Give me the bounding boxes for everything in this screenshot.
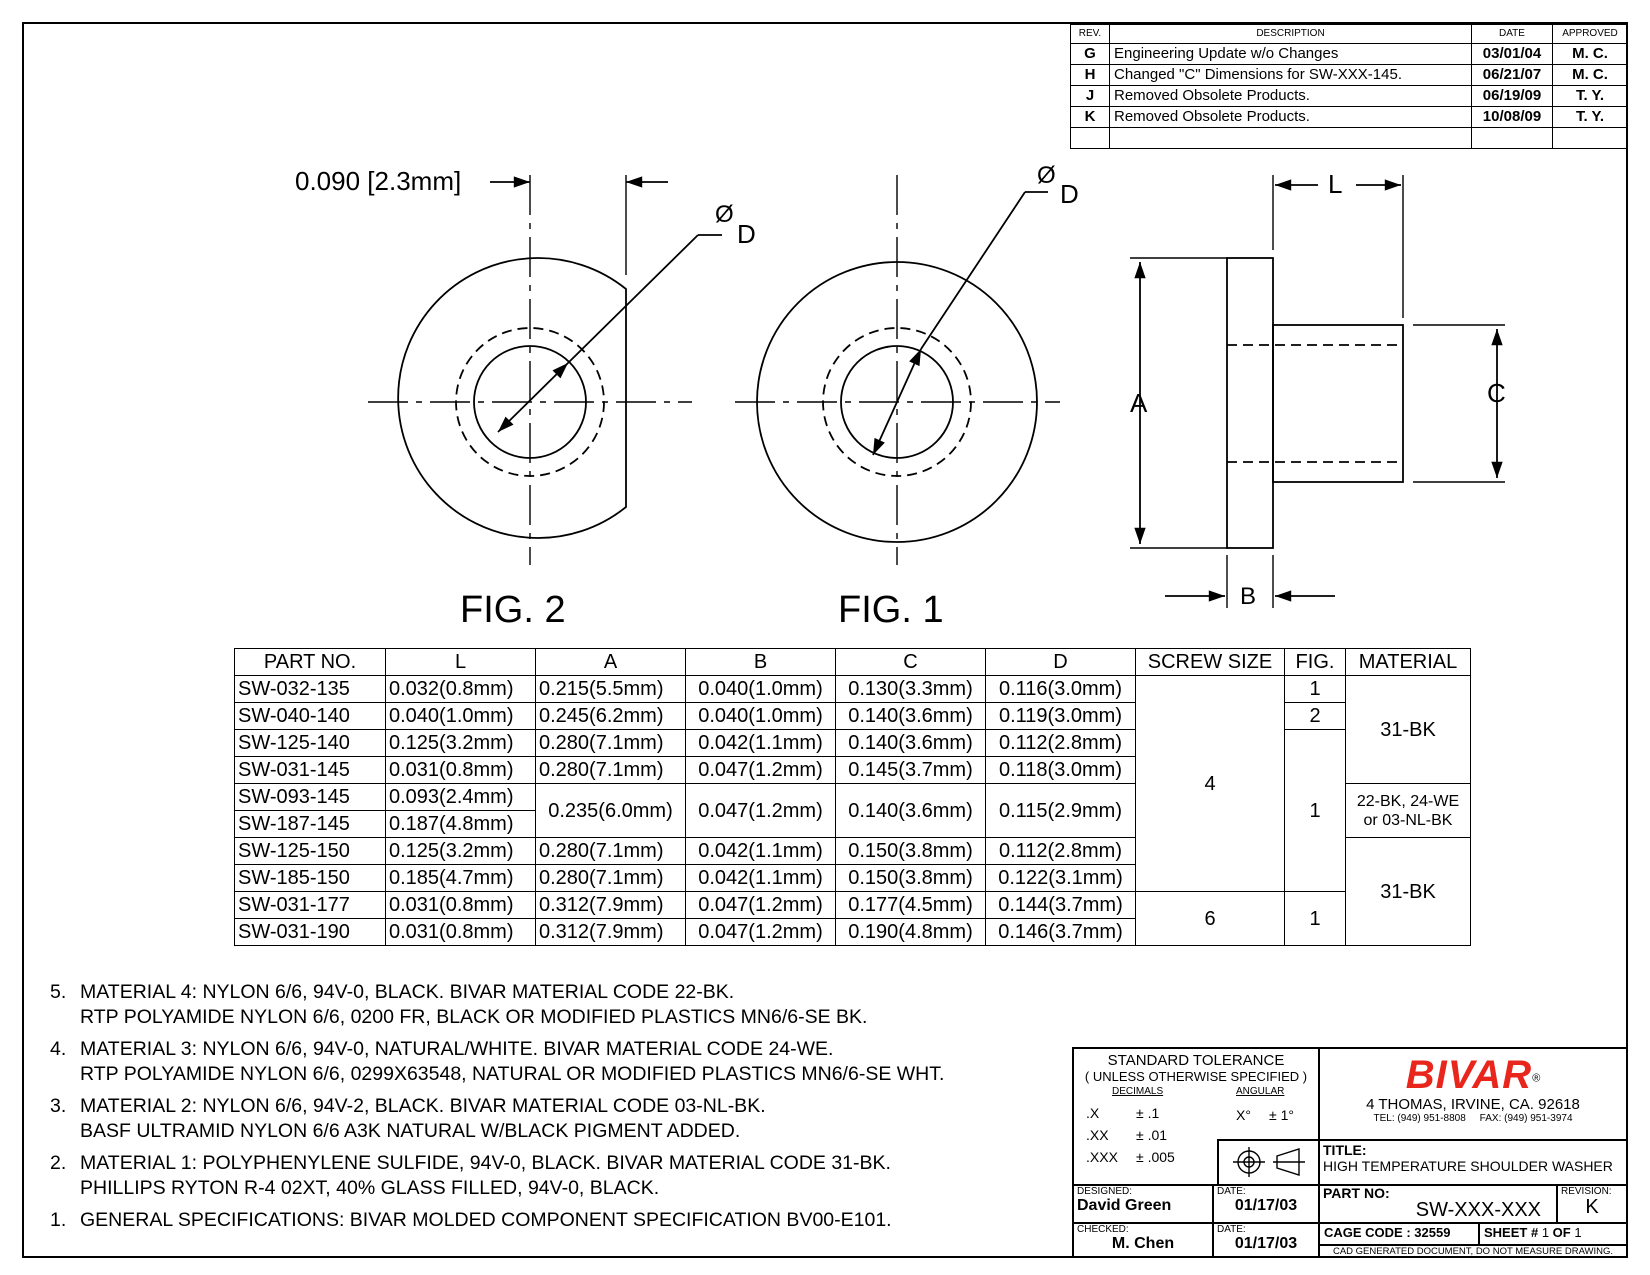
title-box bbox=[1320, 1139, 1626, 1184]
dim-d: 0.119(3.0mm) bbox=[986, 703, 1136, 730]
rev-description: Changed "C" Dimensions for SW-XXX-145. bbox=[1110, 65, 1472, 86]
dim-a: 0.280(7.1mm) bbox=[536, 730, 686, 757]
approved-header: APPROVED bbox=[1553, 25, 1628, 44]
rev-letter: K bbox=[1071, 107, 1110, 128]
note-line: MATERIAL 3: NYLON 6/6, 94V-0, NATURAL/WHITE. BIVAR MATERIAL CODE 24-WE. bbox=[80, 1038, 834, 1060]
rev-approved: T. Y. bbox=[1553, 107, 1628, 128]
checked-label: CHECKED: bbox=[1077, 1224, 1129, 1235]
note-number: 3. bbox=[50, 1095, 67, 1117]
rev-approved: T. Y. bbox=[1553, 86, 1628, 107]
sheet-value: 1 bbox=[1541, 1225, 1550, 1240]
dim-b-label: B bbox=[1240, 583, 1257, 610]
dim-a-label: A bbox=[1130, 388, 1148, 418]
fig-number: 2 bbox=[1285, 703, 1346, 730]
fig1-label: FIG. 1 bbox=[838, 589, 944, 631]
checked-date: 01/17/03 bbox=[1234, 1235, 1298, 1252]
header-material: MATERIAL bbox=[1346, 649, 1471, 676]
material-multi-line2: or 03-NL-BK bbox=[1363, 811, 1453, 829]
company-fax: FAX: (949) 951-3974 bbox=[1479, 1113, 1573, 1124]
fig-number: 1 bbox=[1285, 730, 1346, 892]
header-screw-size: SCREW SIZE bbox=[1136, 649, 1285, 676]
projection-symbol bbox=[1217, 1139, 1320, 1184]
tol-x-value: ± .1 bbox=[1136, 1105, 1160, 1121]
dim-l: 0.031(0.8mm) bbox=[386, 919, 536, 946]
designed-value: David Green bbox=[1077, 1197, 1172, 1214]
dim-l: 0.125(3.2mm) bbox=[386, 730, 536, 757]
dim-l: 0.031(0.8mm) bbox=[386, 757, 536, 784]
cad-note: CAD GENERATED DOCUMENT, DO NOT MEASURE DRAWING. bbox=[1320, 1244, 1626, 1258]
tol-xxx-value: ± .005 bbox=[1136, 1149, 1175, 1165]
company-box bbox=[1320, 1049, 1626, 1139]
tol-xx: .XX bbox=[1086, 1127, 1109, 1143]
header-part-no: PART NO. bbox=[235, 649, 386, 676]
cage-code-box bbox=[1320, 1222, 1480, 1244]
dim-l: 0.125(3.2mm) bbox=[386, 838, 536, 865]
note-number: 2. bbox=[50, 1152, 67, 1174]
title-value: HIGH TEMPERATURE SHOULDER WASHER bbox=[1323, 1158, 1613, 1174]
note-item bbox=[50, 1151, 944, 1201]
tolerance-box bbox=[1074, 1049, 1320, 1184]
part-no-box bbox=[1320, 1184, 1558, 1222]
dim-d: 0.116(3.0mm) bbox=[986, 676, 1136, 703]
dim-c: 0.190(4.8mm) bbox=[836, 919, 986, 946]
screw-size-4: 4 bbox=[1136, 676, 1285, 892]
note-line: PHILLIPS RYTON R-4 02XT, 40% GLASS FILLED, 94V-0, BLACK. bbox=[80, 1177, 660, 1199]
header-fig: FIG. bbox=[1285, 649, 1346, 676]
dim-d: 0.118(3.0mm) bbox=[986, 757, 1136, 784]
dim-a: 0.215(5.5mm) bbox=[536, 676, 686, 703]
material-multi-line1: 22-BK, 24-WE bbox=[1356, 792, 1460, 810]
rev-approved: M. C. bbox=[1553, 44, 1628, 65]
note-line: RTP POLYAMIDE NYLON 6/6, 0299X63548, NATURAL OR MODIFIED PLASTICS MN6/6-SE WHT. bbox=[80, 1063, 945, 1085]
rev-date: 06/19/09 bbox=[1472, 86, 1553, 107]
dia-symbol-fig2: Ø bbox=[715, 201, 734, 228]
parts-header-row bbox=[235, 649, 1471, 676]
company-tel: TEL: (949) 951-8808 bbox=[1373, 1113, 1466, 1124]
dim-l: 0.187(4.8mm) bbox=[386, 811, 536, 838]
bivar-logo: BIVAR bbox=[1405, 1053, 1533, 1097]
dim-l: 0.185(4.7mm) bbox=[386, 865, 536, 892]
material-multi bbox=[1346, 784, 1471, 838]
dim-c: 0.177(4.5mm) bbox=[836, 892, 986, 919]
tolerance-title: STANDARD TOLERANCE bbox=[1107, 1052, 1285, 1069]
rev-description: Engineering Update w/o Changes bbox=[1110, 44, 1472, 65]
dim-c: 0.140(3.6mm) bbox=[836, 730, 986, 757]
part-number: SW-040-140 bbox=[235, 703, 386, 730]
dim-c: 0.150(3.8mm) bbox=[836, 838, 986, 865]
checked-box bbox=[1074, 1222, 1214, 1258]
dim-b: 0.047(1.2mm) bbox=[686, 892, 836, 919]
dim-d: 0.122(3.1mm) bbox=[986, 865, 1136, 892]
material-31bk: 31-BK bbox=[1346, 838, 1471, 946]
note-line: GENERAL SPECIFICATIONS: BIVAR MOLDED COMPONENT SPECIFICATION BV00-E101. bbox=[80, 1209, 892, 1231]
header-c: C bbox=[836, 649, 986, 676]
header-l: L bbox=[386, 649, 536, 676]
revision-label: REVISION: bbox=[1561, 1186, 1612, 1197]
fig-number: 1 bbox=[1285, 892, 1346, 946]
revision-value: K bbox=[1585, 1196, 1599, 1218]
dim-a: 0.280(7.1mm) bbox=[536, 838, 686, 865]
dim-d-fig2: D bbox=[737, 219, 756, 249]
dim-b: 0.042(1.1mm) bbox=[686, 838, 836, 865]
dim-b: 0.047(1.2mm) bbox=[686, 784, 836, 838]
part-number: SW-031-145 bbox=[235, 757, 386, 784]
part-number: SW-185-150 bbox=[235, 865, 386, 892]
part-number: SW-093-145 bbox=[235, 784, 386, 811]
tol-x: .X bbox=[1086, 1105, 1100, 1121]
dim-d: 0.112(2.8mm) bbox=[986, 838, 1136, 865]
dim-a: 0.312(7.9mm) bbox=[536, 892, 686, 919]
screw-size-6: 6 bbox=[1136, 892, 1285, 946]
fig1-drawing bbox=[735, 175, 1060, 565]
part-number: SW-125-140 bbox=[235, 730, 386, 757]
description-header: DESCRIPTION bbox=[1110, 25, 1472, 44]
dim-d: 0.146(3.7mm) bbox=[986, 919, 1136, 946]
note-item bbox=[50, 1094, 944, 1144]
note-line: BASF ULTRAMID NYLON 6/6 A3K NATURAL W/BLACK PIGMENT ADDED. bbox=[80, 1120, 741, 1142]
dim-b: 0.040(1.0mm) bbox=[686, 676, 836, 703]
sheet-label: SHEET # bbox=[1484, 1225, 1539, 1240]
note-line: RTP POLYAMIDE NYLON 6/6, 0200 FR, BLACK OR MODIFIED PLASTICS MN6/6-SE BK. bbox=[80, 1006, 868, 1028]
sheet-total: 1 bbox=[1574, 1225, 1582, 1240]
dim-l: 0.031(0.8mm) bbox=[386, 892, 536, 919]
part-no-value: SW-XXX-XXX bbox=[1415, 1199, 1541, 1221]
rev-letter: H bbox=[1071, 65, 1110, 86]
cage-code-label: CAGE CODE : bbox=[1324, 1225, 1411, 1240]
part-number: SW-031-177 bbox=[235, 892, 386, 919]
designed-box bbox=[1074, 1184, 1214, 1222]
checked-value: M. Chen bbox=[1111, 1235, 1175, 1252]
dim-d-fig1: D bbox=[1060, 179, 1079, 209]
note-number: 5. bbox=[50, 981, 67, 1003]
dim-b: 0.047(1.2mm) bbox=[686, 919, 836, 946]
rev-date: 06/21/07 bbox=[1472, 65, 1553, 86]
parts-table bbox=[234, 648, 1471, 946]
rev-description: Removed Obsolete Products. bbox=[1110, 86, 1472, 107]
decimals-label: DECIMALS bbox=[1112, 1086, 1164, 1097]
part-number: SW-032-135 bbox=[235, 676, 386, 703]
note-item bbox=[50, 1208, 944, 1233]
note-number: 4. bbox=[50, 1038, 67, 1060]
sheet-of: OF bbox=[1552, 1225, 1571, 1240]
dim-c-label: C bbox=[1487, 378, 1506, 408]
revision-box bbox=[1558, 1184, 1626, 1222]
date-header: DATE bbox=[1472, 25, 1553, 44]
header-b: B bbox=[686, 649, 836, 676]
rev-approved: M. C. bbox=[1553, 65, 1628, 86]
parts-row bbox=[235, 892, 1471, 919]
checked-date-box bbox=[1214, 1222, 1320, 1258]
dim-a: 0.280(7.1mm) bbox=[536, 865, 686, 892]
dim-b: 0.042(1.1mm) bbox=[686, 865, 836, 892]
tol-xxx: .XXX bbox=[1086, 1149, 1118, 1165]
note-item bbox=[50, 980, 944, 1030]
note-line: MATERIAL 2: NYLON 6/6, 94V-2, BLACK. BIVAR MATERIAL CODE 03-NL-BK. bbox=[80, 1095, 766, 1117]
ang-x: X° bbox=[1236, 1107, 1251, 1123]
date-label: DATE: bbox=[1217, 1186, 1246, 1197]
dim-l: 0.040(1.0mm) bbox=[386, 703, 536, 730]
dim-l: 0.032(0.8mm) bbox=[386, 676, 536, 703]
sheet-box bbox=[1480, 1222, 1626, 1244]
header-d: D bbox=[986, 649, 1136, 676]
fig-number: 1 bbox=[1285, 676, 1346, 703]
tol-xx-value: ± .01 bbox=[1136, 1127, 1168, 1143]
title-label: TITLE: bbox=[1323, 1142, 1367, 1158]
dim-d: 0.144(3.7mm) bbox=[986, 892, 1136, 919]
tolerance-subtitle: ( UNLESS OTHERWISE SPECIFIED ) bbox=[1084, 1069, 1308, 1084]
dia-symbol-fig1: Ø bbox=[1037, 162, 1056, 189]
dim-c: 0.145(3.7mm) bbox=[836, 757, 986, 784]
registered-mark: ® bbox=[1532, 1072, 1541, 1085]
rev-letter: G bbox=[1071, 44, 1110, 65]
ang-value: ± 1° bbox=[1269, 1107, 1294, 1123]
date-label: DATE: bbox=[1217, 1224, 1246, 1235]
part-number: SW-125-150 bbox=[235, 838, 386, 865]
rev-description: Removed Obsolete Products. bbox=[1110, 107, 1472, 128]
title-block bbox=[1072, 1047, 1628, 1258]
dim-a: 0.245(6.2mm) bbox=[536, 703, 686, 730]
part-no-label: PART NO: bbox=[1323, 1185, 1390, 1201]
note-line: MATERIAL 4: NYLON 6/6, 94V-0, BLACK. BIVAR MATERIAL CODE 22-BK. bbox=[80, 981, 735, 1003]
fig2-drawing bbox=[368, 175, 722, 565]
note-line: MATERIAL 1: POLYPHENYLENE SULFIDE, 94V-0, BLACK. BIVAR MATERIAL CODE 31-BK. bbox=[80, 1152, 891, 1174]
parts-row bbox=[235, 703, 1471, 730]
designed-label: DESIGNED: bbox=[1077, 1186, 1133, 1197]
dim-d: 0.112(2.8mm) bbox=[986, 730, 1136, 757]
dim-l: 0.093(2.4mm) bbox=[386, 784, 536, 811]
designed-date-box bbox=[1214, 1184, 1320, 1222]
dim-l-label: L bbox=[1328, 169, 1343, 199]
third-angle-projection-icon bbox=[1219, 1141, 1319, 1183]
note-item bbox=[50, 1037, 944, 1087]
notes-list bbox=[50, 980, 944, 1240]
company-address: 4 THOMAS, IRVINE, CA. 92618 bbox=[1366, 1096, 1580, 1113]
angular-label: ANGULAR bbox=[1236, 1086, 1285, 1097]
company-phone-line bbox=[1320, 1113, 1626, 1124]
part-number: SW-187-145 bbox=[235, 811, 386, 838]
parts-row bbox=[235, 730, 1471, 757]
dim-b: 0.047(1.2mm) bbox=[686, 757, 836, 784]
rev-header: REV. bbox=[1071, 25, 1110, 44]
dim-d: 0.115(2.9mm) bbox=[986, 784, 1136, 838]
dim-b: 0.042(1.1mm) bbox=[686, 730, 836, 757]
dim-c: 0.130(3.3mm) bbox=[836, 676, 986, 703]
dim-a: 0.312(7.9mm) bbox=[536, 919, 686, 946]
header-a: A bbox=[536, 649, 686, 676]
dim-c: 0.150(3.8mm) bbox=[836, 865, 986, 892]
dim-c: 0.140(3.6mm) bbox=[836, 784, 986, 838]
fig2-label: FIG. 2 bbox=[460, 589, 566, 631]
dim-a: 0.235(6.0mm) bbox=[536, 784, 686, 838]
parts-row bbox=[235, 676, 1471, 703]
designed-date: 01/17/03 bbox=[1234, 1197, 1298, 1214]
note-number: 1. bbox=[50, 1209, 67, 1231]
rev-letter: J bbox=[1071, 86, 1110, 107]
part-number: SW-031-190 bbox=[235, 919, 386, 946]
dim-090-label: 0.090 [2.3mm] bbox=[295, 166, 462, 196]
dim-c: 0.140(3.6mm) bbox=[836, 703, 986, 730]
rev-date: 03/01/04 bbox=[1472, 44, 1553, 65]
cage-code-value: 32559 bbox=[1414, 1225, 1451, 1240]
side-view-drawing bbox=[1130, 175, 1505, 608]
material-31bk: 31-BK bbox=[1346, 676, 1471, 784]
dim-b: 0.040(1.0mm) bbox=[686, 703, 836, 730]
rev-date: 10/08/09 bbox=[1472, 107, 1553, 128]
dim-a: 0.280(7.1mm) bbox=[536, 757, 686, 784]
